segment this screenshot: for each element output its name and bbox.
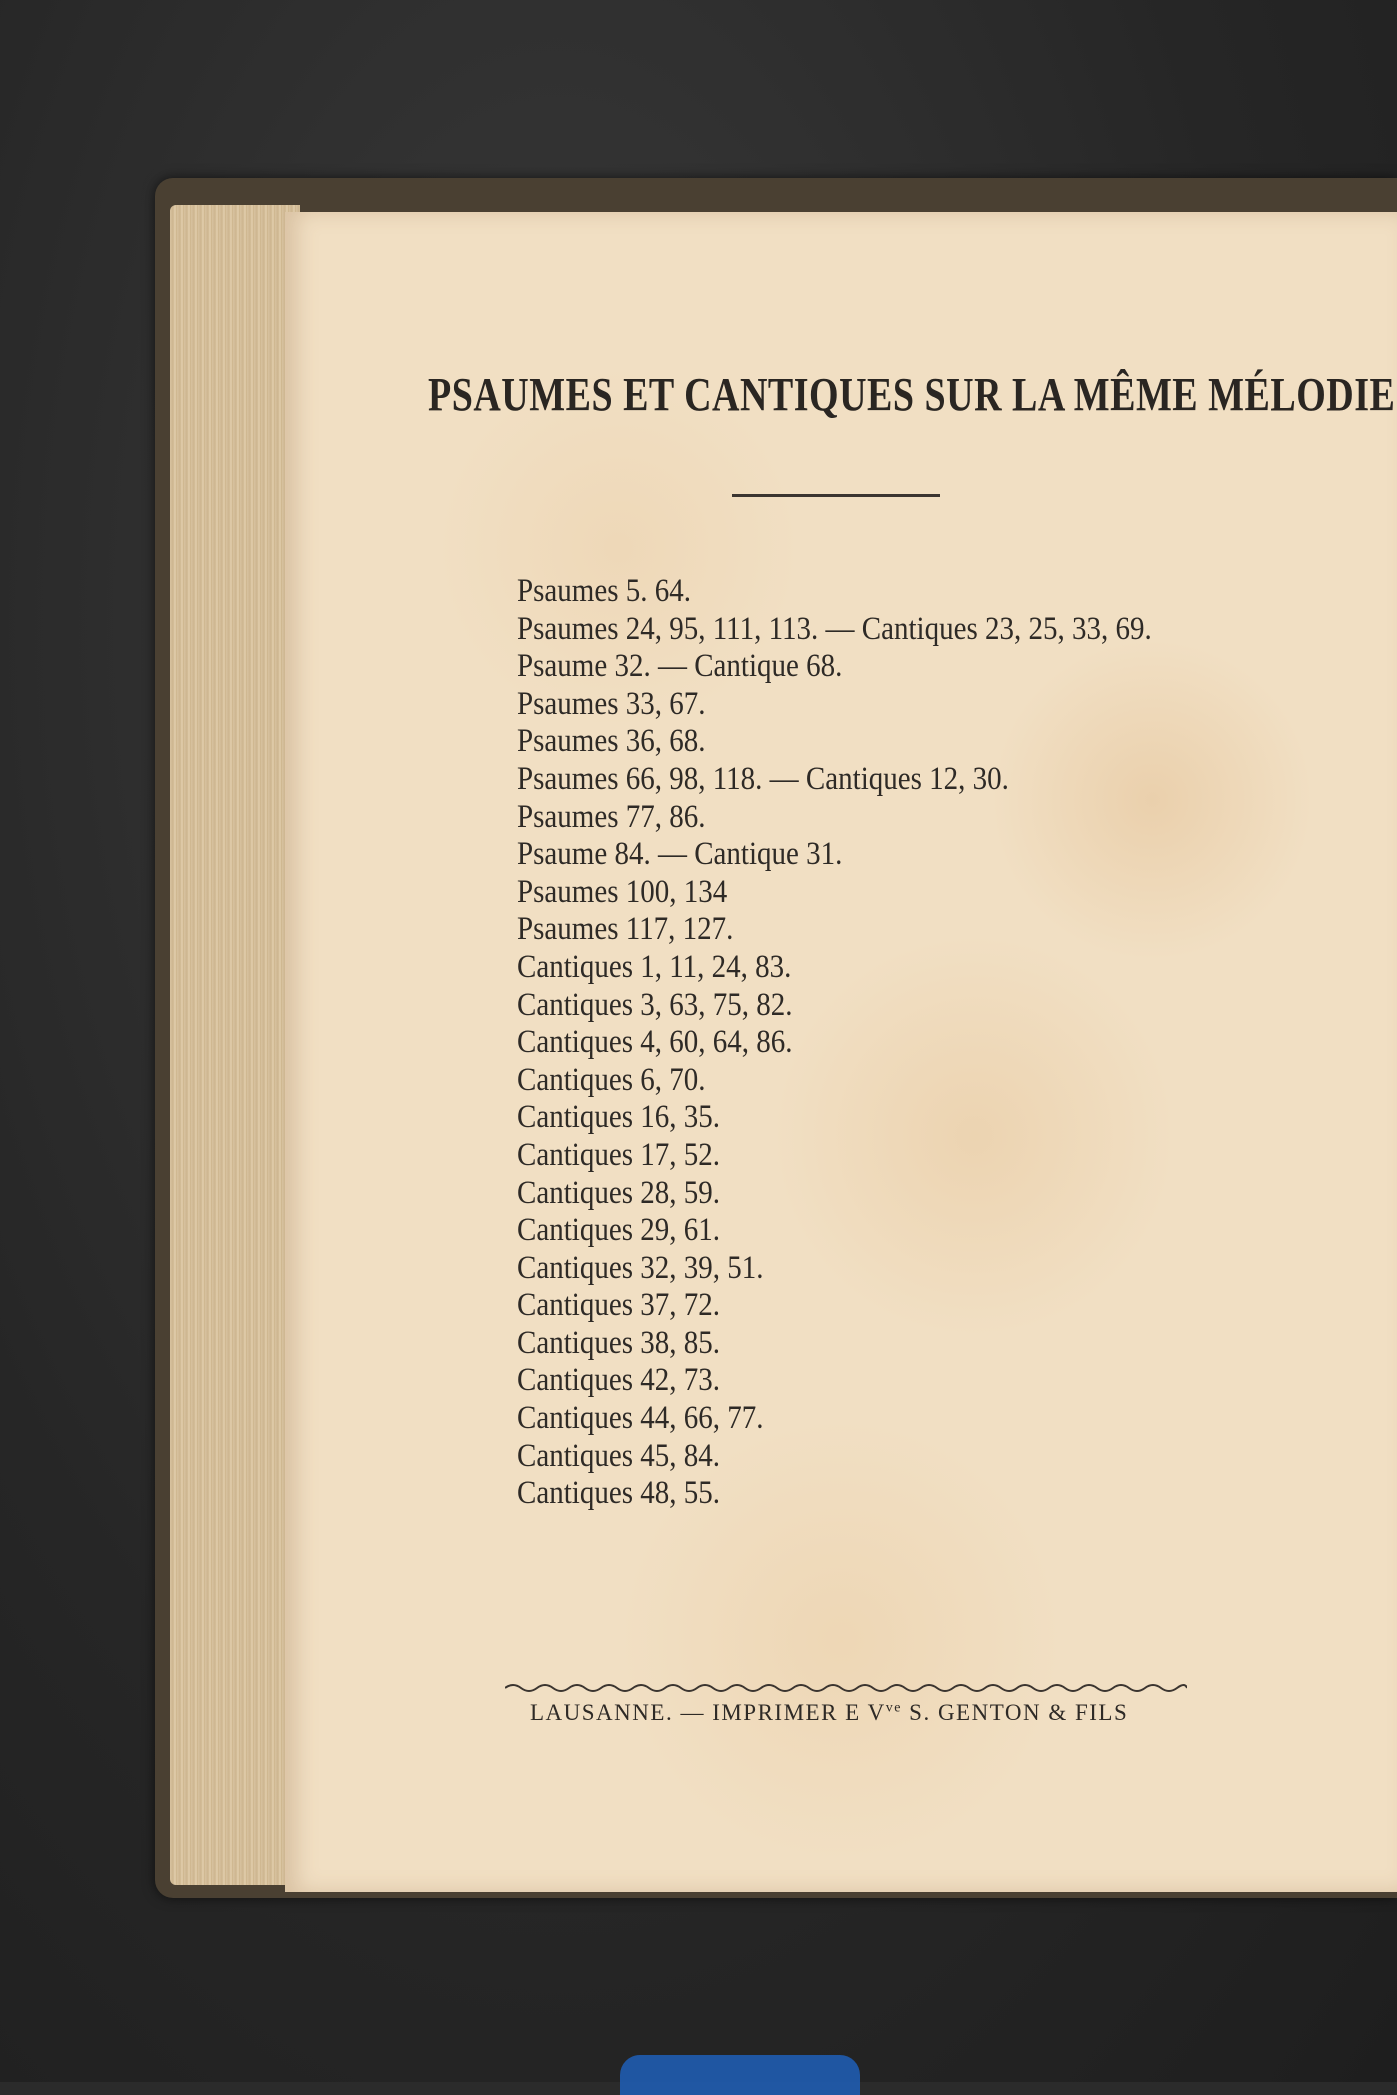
imprint-text-end: S. GENTON & FILS bbox=[901, 1700, 1129, 1725]
list-item: Psaumes 5. 64. bbox=[517, 572, 691, 609]
list-item: Cantiques 16, 35. bbox=[517, 1099, 720, 1136]
title-rule bbox=[732, 494, 940, 497]
printer-imprint bbox=[530, 1700, 1210, 1726]
list-item: Cantiques 1, 11, 24, 83. bbox=[517, 948, 792, 985]
imprint-text: LAUSANNE. — IMPRIMER E V bbox=[530, 1700, 886, 1725]
list-item: Psaumes 66, 98, 118. — Cantiques 12, 30. bbox=[517, 760, 1009, 797]
list-item: Psaumes 36, 68. bbox=[517, 723, 706, 760]
list-item: Cantiques 44, 66, 77. bbox=[517, 1400, 764, 1436]
blue-tab bbox=[620, 2055, 860, 2095]
list-item: Cantiques 48, 55. bbox=[517, 1475, 720, 1512]
list-item: Cantiques 29, 61. bbox=[517, 1212, 720, 1248]
list-item: Cantiques 4, 60, 64, 86. bbox=[517, 1024, 793, 1060]
imprint-superscript: ve bbox=[885, 1700, 902, 1716]
list-item: Psaume 84. — Cantique 31. bbox=[517, 836, 843, 872]
page-edges bbox=[170, 205, 300, 1885]
list-item: Psaumes 24, 95, 111, 113. — Cantiques 23, 25, 33, 69. bbox=[517, 610, 1152, 647]
list-item: Cantiques 32, 39, 51. bbox=[517, 1249, 764, 1286]
wavy-divider bbox=[505, 1680, 1187, 1696]
list-item: Psaumes 33, 67. bbox=[517, 685, 706, 722]
list-item: Cantiques 3, 63, 75, 82. bbox=[517, 986, 793, 1023]
list-item: Psaumes 100, 134 bbox=[517, 873, 728, 910]
list-item: Psaumes 77, 86. bbox=[517, 798, 706, 835]
page-title: PSAUMES ET CANTIQUES SUR LA MÊME MÉLODIE bbox=[428, 369, 1396, 422]
list-item: Cantiques 45, 84. bbox=[517, 1437, 720, 1474]
list-item: Cantiques 37, 72. bbox=[517, 1287, 720, 1324]
list-item: Psaumes 117, 127. bbox=[517, 911, 734, 948]
melody-index-list bbox=[517, 573, 1297, 1513]
list-item: Cantiques 42, 73. bbox=[517, 1362, 720, 1399]
list-item: Cantiques 6, 70. bbox=[517, 1061, 706, 1098]
list-item: Psaume 32. — Cantique 68. bbox=[517, 648, 843, 685]
list-item: Cantiques 17, 52. bbox=[517, 1136, 720, 1173]
list-item: Cantiques 38, 85. bbox=[517, 1324, 720, 1361]
list-item: Cantiques 28, 59. bbox=[517, 1174, 720, 1211]
